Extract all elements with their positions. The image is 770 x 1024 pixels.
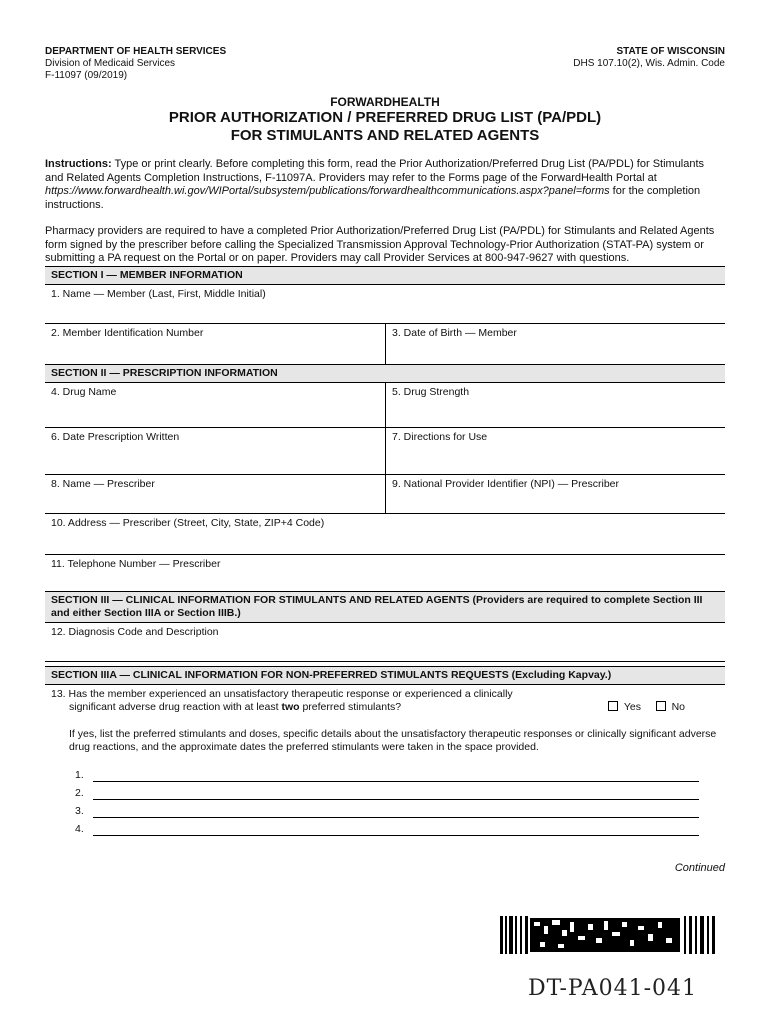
q13-yes-no (608, 701, 685, 714)
line-number: 1. (75, 769, 84, 781)
prescriber-phone-field[interactable]: 11. Telephone Number — Prescriber (51, 558, 221, 570)
diagnosis-field[interactable]: 12. Diagnosis Code and Description (51, 626, 219, 638)
header-left (45, 46, 226, 82)
section-2-heading: SECTION II — PRESCRIPTION INFORMATION (45, 365, 725, 383)
no-label: No (671, 701, 685, 713)
row-prescriber-address (45, 514, 725, 555)
instructions (45, 158, 725, 212)
q13-line-1: 13. Has the member experienced an unsatisfactory therapeutic response or experienced a clinically (51, 688, 513, 700)
continued-label: Continued (674, 862, 725, 874)
row-member-name (45, 285, 725, 324)
answer-blank[interactable] (93, 805, 699, 818)
q13-text-a: significant adverse drug reaction with at least (69, 701, 282, 713)
answer-line-4[interactable] (75, 818, 713, 836)
section-1-heading: SECTION I — MEMBER INFORMATION (45, 267, 725, 285)
form-number: F-11097 (09/2019) (45, 70, 128, 81)
instructions-label: Instructions: (45, 158, 112, 170)
q13-answer-lines (51, 754, 719, 836)
answer-blank[interactable] (93, 787, 699, 800)
answer-line-3[interactable] (75, 800, 713, 818)
prescriber-npi-field[interactable]: 9. National Provider Identifier (NPI) — Prescriber (385, 475, 725, 513)
q13-line-2 (51, 701, 719, 714)
row-diagnosis (45, 623, 725, 662)
date-written-field[interactable]: 6. Date Prescription Written (51, 431, 180, 443)
member-dob-field[interactable]: 3. Date of Birth — Member (385, 324, 725, 364)
line-number: 4. (75, 823, 84, 835)
section-3a-heading: SECTION IIIA — CLINICAL INFORMATION FOR NON-PREFERRED STIMULANTS REQUESTS (Excluding Kapvay.) (45, 666, 725, 685)
q13-text-b: preferred stimulants? (299, 701, 402, 713)
yes-label: Yes (623, 701, 641, 713)
form-body (45, 266, 725, 839)
answer-blank[interactable] (93, 769, 699, 782)
q13-followup: If yes, list the preferred stimulants and doses, specific details about the unsatisfactory therapeutic responses or clinically significant adverse drug reactions, and the approximate dates the preferred stimulants were taken in the space provided. (69, 728, 717, 753)
dept-name: DEPARTMENT OF HEALTH SERVICES (45, 46, 227, 57)
prescriber-address-field[interactable]: 10. Address — Prescriber (Street, City, State, ZIP+4 Code) (51, 517, 325, 529)
answer-line-1[interactable] (75, 764, 713, 782)
line-number: 2. (75, 787, 84, 799)
row-prescriber (45, 475, 725, 514)
section-3-heading: SECTION III — CLINICAL INFORMATION FOR STIMULANTS AND RELATED AGENTS (Providers are required to complete Section III and either Section IIIA or Section IIIB.) (45, 591, 725, 623)
member-id-field[interactable]: 2. Member Identification Number (51, 327, 204, 339)
pharmacy-note: Pharmacy providers are required to have a completed Prior Authorization/Preferred Drug List (PA/PDL) for Stimulants and Related Agents form signed by the prescriber before calling the Specialized Transmission Approval Technology-Prior Authorization (STAT-PA) system or submitting a PA request on the Portal or on paper. Providers may call Provider Services at 800-947-9627 with questions. (45, 225, 715, 264)
barcode-image (500, 916, 716, 954)
prescriber-name-field[interactable]: 8. Name — Prescriber (51, 478, 155, 490)
agency-name: FORWARDHEALTH (330, 95, 440, 109)
division-name: Division of Medicaid Services (45, 58, 176, 69)
instructions-text-1: Type or print clearly. Before completing this form, read the Prior Authorization/Preferred Drug List (PA/PDL) for Stimulants and Related Agents Completion Instructions, F-11097A. Providers may refer to the Forms page of the ForwardHealth Portal at (45, 158, 705, 184)
title-line-2: FOR STIMULANTS AND RELATED AGENTS (230, 127, 540, 144)
form-title (0, 109, 770, 145)
member-name-field[interactable]: 1. Name — Member (Last, First, Middle Initial) (51, 288, 266, 300)
title-line-1: PRIOR AUTHORIZATION / PREFERRED DRUG LIST (PA/PDL) (168, 109, 602, 126)
answer-line-2[interactable] (75, 782, 713, 800)
row-prescriber-phone (45, 555, 725, 592)
header-right (573, 46, 725, 70)
admin-code: DHS 107.10(2), Wis. Admin. Code (573, 58, 725, 69)
row-date-directions (45, 428, 725, 475)
row-member-id-dob (45, 324, 725, 365)
document-id: DT-PA041-041 (528, 976, 697, 1001)
instructions-text-2: for the completion instructions. (45, 185, 701, 211)
line-number: 3. (75, 805, 84, 817)
q13-text-bold: two (281, 701, 300, 713)
forms-url-link[interactable]: https://www.forwardhealth.wi.gov/WIPortal/subsystem/publications/forwardhealthcommunications.aspx?panel=forms (45, 185, 610, 197)
answer-blank[interactable] (93, 823, 699, 836)
drug-strength-field[interactable]: 5. Drug Strength (385, 383, 725, 427)
directions-field[interactable]: 7. Directions for Use (385, 428, 725, 474)
state-name: STATE OF WISCONSIN (616, 46, 725, 57)
drug-name-field[interactable]: 4. Drug Name (51, 386, 117, 398)
row-drug (45, 383, 725, 428)
question-13 (45, 685, 725, 839)
no-checkbox[interactable] (656, 701, 666, 711)
yes-checkbox[interactable] (608, 701, 618, 711)
